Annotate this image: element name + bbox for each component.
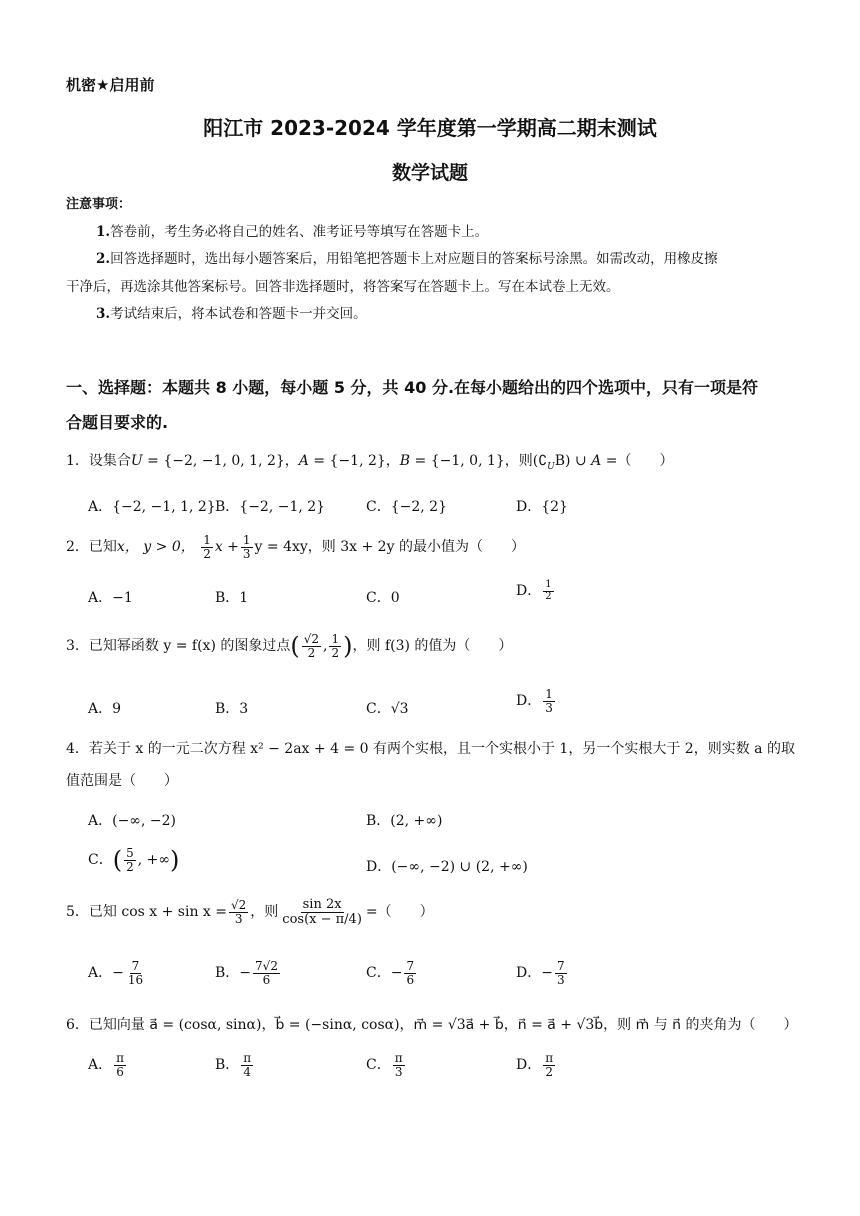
q-var: x， bbox=[116, 539, 139, 556]
q-text: 已知 bbox=[88, 539, 117, 556]
q4-option-c bbox=[88, 846, 179, 874]
question-number: 6． bbox=[66, 1017, 89, 1033]
q3-option-d bbox=[516, 688, 557, 714]
q-text: , bbox=[323, 638, 328, 654]
note-num: 1. bbox=[96, 224, 111, 240]
frac-num: 7 bbox=[406, 959, 415, 973]
paren-right: ) bbox=[170, 846, 180, 874]
note-text: 考试结束后，将本试卷和答题卡一并交回。 bbox=[110, 306, 367, 322]
frac-num: 1 bbox=[545, 579, 552, 590]
q-var: y > 0， bbox=[143, 539, 195, 556]
frac-den: 2 bbox=[203, 546, 211, 561]
paren-right: ) bbox=[343, 632, 353, 660]
fraction bbox=[241, 1052, 253, 1078]
note-item-1 bbox=[96, 220, 488, 240]
section-heading-line2: 合题目要求的. bbox=[66, 413, 169, 432]
fraction bbox=[241, 534, 253, 560]
q6-option-a bbox=[88, 1052, 128, 1078]
frac-den: 2 bbox=[126, 859, 134, 874]
frac-den: 6 bbox=[262, 972, 271, 987]
frac-num: 1 bbox=[242, 533, 251, 547]
frac-num: 1 bbox=[331, 631, 340, 646]
paren-left: ( bbox=[112, 846, 123, 874]
option-label: B．− bbox=[215, 965, 252, 982]
q6-option-c bbox=[366, 1052, 407, 1078]
fraction bbox=[302, 633, 321, 659]
q-text: 已知幂函数 y = f(x) 的图象过点 bbox=[88, 638, 291, 654]
frac-num: π bbox=[116, 1051, 125, 1065]
q-text: B) ∪ bbox=[554, 453, 592, 469]
frac-den: 3 bbox=[556, 972, 565, 987]
question-number: 5． bbox=[66, 904, 89, 921]
q2-option-a: A．−1 bbox=[88, 590, 133, 606]
q-text: = {−2, −1, 0, 1, 2}， bbox=[142, 453, 299, 469]
fraction bbox=[543, 688, 555, 714]
note-text: 答卷前，考生务必将自己的姓名、准考证号等填写在答题卡上。 bbox=[110, 224, 489, 240]
frac-num: 1 bbox=[203, 533, 211, 547]
note-item-2 bbox=[96, 247, 718, 267]
question-4 bbox=[66, 738, 795, 758]
frac-den: 2 bbox=[545, 590, 552, 602]
frac-num: π bbox=[243, 1051, 252, 1065]
note-text: 回答选择题时，选出每小题答案后，用铅笔把答题卡上对应题目的答案标号涂黑。如需改动，用橡皮擦 bbox=[110, 251, 718, 267]
q5-option-d bbox=[516, 960, 569, 986]
q2-option-c: C．0 bbox=[366, 590, 400, 606]
exam-title: 阳江市 2023-2024 学年度第一学期高二期末测试 bbox=[203, 116, 657, 140]
frac-num: √2 bbox=[303, 631, 320, 646]
exam-subtitle: 数学试题 bbox=[391, 162, 468, 184]
note-num: 3. bbox=[96, 306, 111, 322]
question-number: 3． bbox=[66, 638, 89, 654]
q3-option-a: A．9 bbox=[88, 701, 122, 717]
fraction bbox=[229, 899, 248, 925]
frac-den: cos(x − π/4) bbox=[282, 911, 362, 927]
frac-num: sin 2x bbox=[302, 897, 342, 912]
question-5 bbox=[66, 898, 434, 926]
note-item-3 bbox=[96, 302, 367, 322]
fraction bbox=[253, 960, 280, 986]
frac-num: 7 bbox=[131, 959, 140, 973]
question-2 bbox=[66, 534, 525, 560]
fraction bbox=[543, 580, 553, 602]
option-label: C． bbox=[366, 1057, 391, 1074]
q-text: 设集合 bbox=[88, 453, 131, 469]
q4-option-b: B．(2, +∞) bbox=[366, 813, 443, 829]
option-label: D． bbox=[516, 1057, 542, 1074]
q5-option-c bbox=[366, 960, 418, 986]
notes-heading: 注意事项： bbox=[66, 197, 132, 212]
q2-option-b: B．1 bbox=[215, 590, 249, 606]
frac-den: 2 bbox=[331, 645, 340, 660]
q1-option-a: A．{−2, −1, 1, 2} bbox=[88, 499, 216, 515]
q-var: B bbox=[399, 453, 411, 469]
frac-den: 6 bbox=[406, 972, 415, 987]
fraction bbox=[280, 898, 364, 926]
frac-num: 7 bbox=[556, 959, 565, 973]
frac-den: 3 bbox=[234, 911, 243, 926]
note-num: 2. bbox=[96, 251, 111, 267]
frac-den: 3 bbox=[242, 546, 251, 561]
q-text: ，则 bbox=[250, 904, 279, 921]
q-text: ，则 f(3) 的值为（ ） bbox=[352, 638, 513, 654]
q1-option-c: C．{−2, 2} bbox=[366, 499, 447, 515]
frac-den: 16 bbox=[127, 972, 144, 987]
q1-option-b: B．{−2, −1, 2} bbox=[215, 499, 326, 515]
confidential-label: 机密★启用前 bbox=[66, 76, 155, 94]
q-var: A bbox=[298, 453, 309, 469]
question-number: 4． bbox=[66, 741, 89, 757]
question-1 bbox=[66, 450, 673, 472]
fraction bbox=[329, 633, 341, 659]
q-text: =（ ） bbox=[365, 904, 434, 921]
q6-option-b bbox=[215, 1052, 255, 1078]
option-label: C． bbox=[88, 852, 113, 868]
note-item-2-cont: 干净后，再选涂其他答案标号。回答非选择题时，将答案写在答题卡上。写在本试卷上无效。 bbox=[66, 279, 620, 295]
option-label: D． bbox=[516, 693, 542, 710]
frac-den: 6 bbox=[116, 1064, 124, 1079]
q3-option-c: C．√3 bbox=[366, 701, 409, 717]
q-var: U bbox=[547, 461, 555, 472]
question-6 bbox=[66, 1014, 798, 1034]
q4-option-d: D．(−∞, −2) ∪ (2, +∞) bbox=[366, 859, 528, 875]
fraction bbox=[404, 960, 416, 986]
question-3 bbox=[66, 632, 512, 660]
q1-option-d: D．{2} bbox=[516, 499, 568, 515]
fraction bbox=[393, 1052, 405, 1078]
fraction bbox=[114, 1052, 126, 1078]
frac-den: 2 bbox=[307, 645, 316, 660]
fraction bbox=[126, 960, 145, 986]
fraction bbox=[543, 1052, 555, 1078]
q-text: y = 4xy，则 3x + 2y 的最小值为（ ） bbox=[254, 539, 525, 556]
section-heading-line1: 一、选择题：本题共 8 小题，每小题 5 分，共 40 分.在每小题给出的四个选项中，只有一项是符 bbox=[66, 378, 759, 397]
option-label: C．− bbox=[366, 965, 403, 982]
q-text: = {−1, 0, 1}，则(∁ bbox=[410, 453, 548, 469]
option-label: B． bbox=[215, 1057, 240, 1074]
q3-option-b: B．3 bbox=[215, 701, 249, 717]
q-text: = {−1, 2}， bbox=[308, 453, 400, 469]
q2-option-d bbox=[516, 580, 556, 602]
option-label: A．− bbox=[88, 965, 124, 982]
frac-num: π bbox=[394, 1051, 403, 1065]
question-number: 1． bbox=[66, 453, 89, 469]
q-var: A bbox=[591, 453, 602, 469]
q6-option-d bbox=[516, 1052, 557, 1078]
frac-den: 4 bbox=[243, 1064, 252, 1079]
q-text: x + bbox=[214, 539, 239, 556]
q5-option-a bbox=[88, 960, 147, 986]
frac-num: 7√2 bbox=[255, 959, 278, 973]
q-text: , +∞ bbox=[137, 852, 171, 868]
q-text: =（ ） bbox=[601, 453, 674, 469]
q4-option-a: A．(−∞, −2) bbox=[88, 813, 176, 829]
paren-left: ( bbox=[290, 632, 300, 660]
option-label: D．− bbox=[516, 965, 553, 982]
q5-option-b bbox=[215, 960, 282, 986]
frac-num: 1 bbox=[545, 687, 553, 701]
q-text: 已知向量 a⃗ = (cosα, sinα)，b⃗ = (−sinα, cosα)，m⃗ = √3a⃗ + b⃗，n⃗ = a⃗ + √3b⃗，则 m⃗ 与 n⃗ 的夹角为（ ） bbox=[88, 1017, 798, 1033]
fraction bbox=[124, 847, 136, 873]
frac-den: 3 bbox=[545, 700, 553, 715]
q-text: 若关于 x 的一元二次方程 x² − 2ax + 4 = 0 有两个实根，且一个实根小于 1，另一个实根大于 2，则实数 a 的取 bbox=[88, 741, 795, 757]
q-text: 已知 cos x + sin x = bbox=[88, 904, 228, 921]
option-label: A． bbox=[88, 1057, 113, 1074]
frac-num: π bbox=[545, 1051, 554, 1065]
frac-den: 2 bbox=[545, 1064, 553, 1079]
fraction bbox=[201, 534, 213, 560]
question-number: 2． bbox=[66, 539, 89, 556]
frac-num: √2 bbox=[231, 898, 247, 913]
question-4-cont: 值范围是（ ） bbox=[66, 773, 178, 789]
fraction bbox=[555, 960, 567, 986]
option-label: D． bbox=[516, 583, 542, 599]
frac-den: 3 bbox=[394, 1064, 403, 1079]
q-var: U bbox=[130, 453, 143, 469]
frac-num: 5 bbox=[126, 845, 134, 860]
